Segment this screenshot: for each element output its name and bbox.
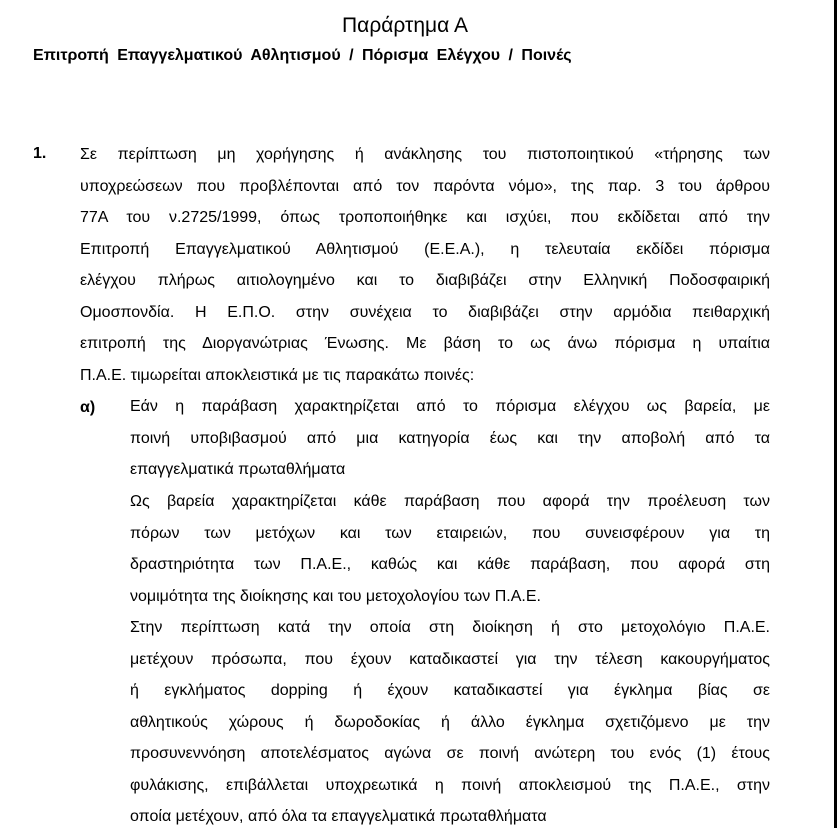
paragraph-line: πόρων των μετόχων και των εταιρειών, που συνεισφέρουν για τη [130, 524, 770, 542]
paragraph-line: ποινή υποβιβασμού από μια κατηγορία έως και την αποβολή από τα [130, 429, 770, 447]
paragraph-line: υποχρεώσεων που προβλέπονται από τον παρόντα νόμο», της παρ. 3 του άρθρου [80, 177, 770, 195]
item-paragraph [80, 139, 770, 391]
paragraph-line: μετέχουν πρόσωπα, που έχουν καταδικαστεί για την τέλεση κακουργήματος [130, 650, 770, 668]
paragraph-line: φυλάκισης, επιβάλλεται υποχρεωτικά η ποινή αποκλεισμού της Π.Α.Ε., στην [130, 776, 770, 794]
paragraph-line: Ως βαρεία χαρακτηρίζεται κάθε παράβαση που αφορά την προέλευση των [130, 493, 770, 510]
paragraph-line: 77Α του ν.2725/1999, όπως τροποποιήθηκε και ισχύει, που εκδίδεται από την [80, 209, 770, 226]
paragraph-line: Στην περίπτωση κατά την οποία στη διοίκηση ή στο μετοχολόγιο Π.Α.Ε. [130, 619, 770, 636]
item-number: 1. [33, 145, 47, 162]
paragraph-line: επιτροπή της Διοργανώτριας Ένωσης. Με βάση το ως άνω πόρισμα η υπαίτια [80, 335, 770, 352]
sub-paragraph-1 [130, 391, 770, 486]
paragraph-line: ή εγκλήματος dopping ή έχουν καταδικαστεί για έγκλημα βίας σε [130, 682, 770, 699]
sub-paragraph-3 [130, 612, 770, 833]
paragraph-line: οποία μετέχουν, από όλα τα επαγγελματικά πρωταθλήματα [130, 808, 547, 825]
paragraph-line: Ομοσπονδία. Η Ε.Π.Ο. στην συνέχεια το διαβιβάζει στην αρμόδια πειθαρχική [80, 303, 770, 321]
paragraph-line: Επιτροπή Επαγγελματικού Αθλητισμού (Ε.Ε.Α.), η τελευταία εκδίδει πόρισμα [80, 240, 770, 258]
paragraph-line: νομιμότητα της διοίκησης και του μετοχολογίου των Π.Α.Ε. [130, 587, 541, 605]
paragraph-line: Σε περίπτωση μη χορήγησης ή ανάκλησης του πιστοποιητικού «τήρησης των [80, 146, 770, 163]
document-title: Παράρτημα Α [342, 14, 468, 37]
sub-item-label: α) [80, 399, 96, 416]
paragraph-line: επαγγελματικά πρωταθλήματα [130, 461, 346, 478]
sub-paragraph-2 [130, 486, 770, 612]
paragraph-line: δραστηριότητα των Π.Α.Ε., καθώς και κάθε παράβαση, που αφορά στη [130, 556, 770, 573]
paragraph-line: Εάν η παράβαση χαρακτηρίζεται από το πόρισμα ελέγχου ως βαρεία, με [130, 398, 770, 415]
paragraph-line: αθλητικούς χώρους ή δωροδοκίας ή άλλο έγκλημα σχετιζόμενο με την [130, 713, 770, 731]
paragraph-line: ελέγχου πλήρως αιτιολογημένο και το διαβιβάζει στην Ελληνική Ποδοσφαιρική [80, 272, 770, 289]
document-subtitle: Επιτροπή Επαγγελματικού Αθλητισμού / Πόρισμα Ελέγχου / Ποινές [33, 47, 572, 64]
paragraph-line: προσυνεννόηση αποτελέσματος αγώνα σε ποινή ανώτερη του ενός (1) έτους [130, 745, 770, 762]
paragraph-line: Π.Α.Ε. τιμωρείται αποκλειστικά με τις παρακάτω ποινές: [80, 366, 475, 384]
